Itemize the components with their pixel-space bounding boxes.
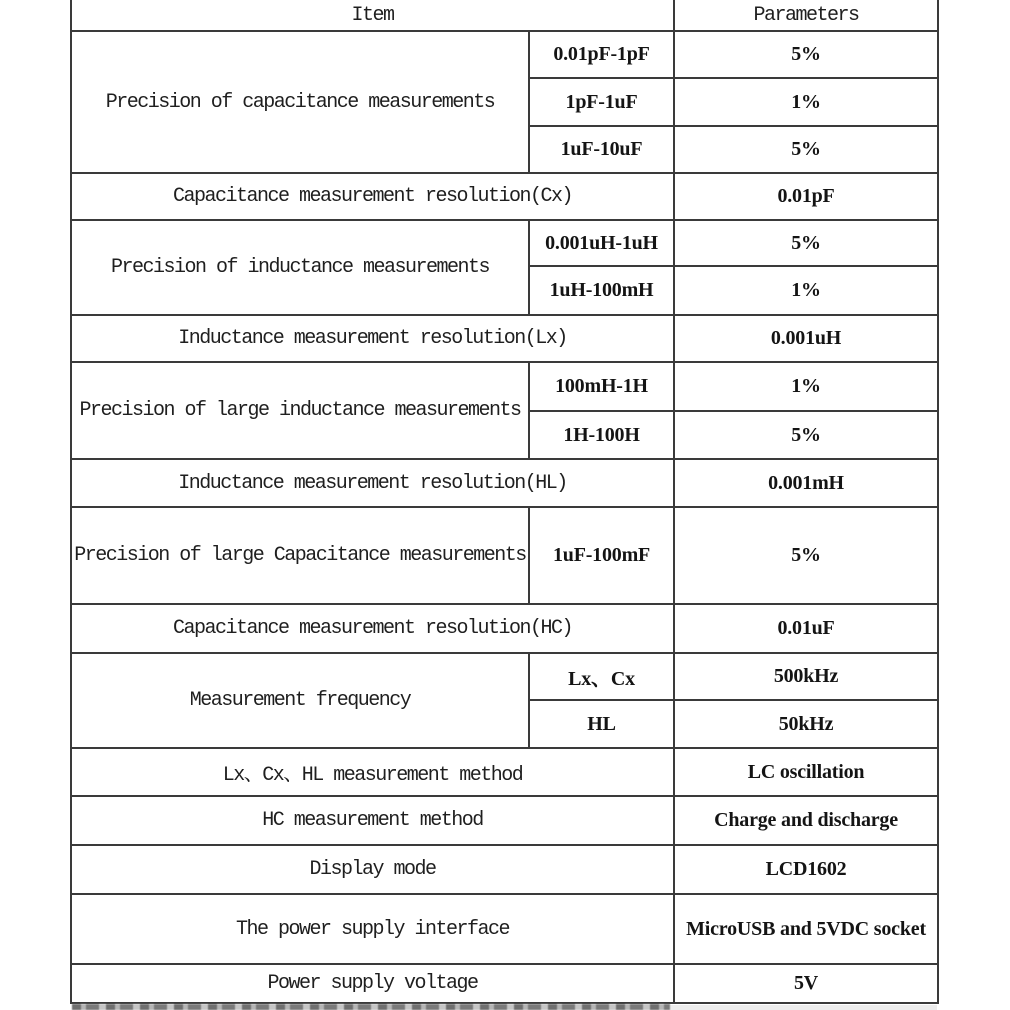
large-ind-precision-label: Precision of large inductance measurements	[71, 362, 529, 459]
cap-precision-param-1: 5%	[674, 31, 938, 78]
ind-precision-param-2: 1%	[674, 266, 938, 315]
table-row	[71, 796, 938, 845]
clipped-next-row-strip-light	[670, 1005, 937, 1010]
table-row	[71, 173, 938, 220]
table-row	[71, 653, 938, 700]
ind-resolution-lx-label: Inductance measurement resolution(Lx)	[71, 315, 674, 362]
large-cap-precision-range: 1uF-100mF	[529, 507, 674, 604]
display-mode-label: Display mode	[71, 845, 674, 894]
measurement-frequency-range-1: Lx、Cx	[529, 653, 674, 700]
method-lx-cx-hl-label: Lx、Cx、HL measurement method	[71, 748, 674, 796]
cap-resolution-cx-label: Capacitance measurement resolution(Cx)	[71, 173, 674, 220]
power-interface-label: The power supply interface	[71, 894, 674, 964]
table-row	[71, 315, 938, 362]
power-voltage-label: Power supply voltage	[71, 964, 674, 1003]
spec-table	[70, 0, 939, 1004]
table-row	[71, 845, 938, 894]
table-row	[71, 604, 938, 653]
table-row	[71, 31, 938, 78]
large-cap-precision-param: 5%	[674, 507, 938, 604]
method-lx-cx-hl-param: LC oscillation	[674, 748, 938, 796]
clipped-next-row-strip	[72, 1004, 670, 1010]
cap-precision-param-3: 5%	[674, 126, 938, 173]
measurement-frequency-label: Measurement frequency	[71, 653, 529, 748]
table-row	[71, 748, 938, 796]
cap-precision-range-2: 1pF-1uF	[529, 78, 674, 126]
cap-precision-range-1: 0.01pF-1pF	[529, 31, 674, 78]
ind-resolution-lx-param: 0.001uH	[674, 315, 938, 362]
large-ind-precision-param-2: 5%	[674, 411, 938, 459]
cap-resolution-hc-param: 0.01uF	[674, 604, 938, 653]
table-row	[71, 964, 938, 1003]
large-ind-precision-range-1: 100mH-1H	[529, 362, 674, 411]
large-cap-precision-label: Precision of large Capacitance measurements	[71, 507, 529, 604]
ind-resolution-hl-param: 0.001mH	[674, 459, 938, 507]
cap-resolution-cx-param: 0.01pF	[674, 173, 938, 220]
ind-precision-range-1: 0.001uH-1uH	[529, 220, 674, 266]
large-ind-precision-param-1: 1%	[674, 362, 938, 411]
cap-precision-range-3: 1uF-10uF	[529, 126, 674, 173]
ind-resolution-hl-label: Inductance measurement resolution(HL)	[71, 459, 674, 507]
ind-precision-label: Precision of inductance measurements	[71, 220, 529, 315]
cap-resolution-hc-label: Capacitance measurement resolution(HC)	[71, 604, 674, 653]
cap-precision-param-2: 1%	[674, 78, 938, 126]
table-row	[71, 459, 938, 507]
table-row	[71, 507, 938, 604]
display-mode-param: LCD1602	[674, 845, 938, 894]
measurement-frequency-range-2: HL	[529, 700, 674, 748]
method-hc-param: Charge and discharge	[674, 796, 938, 845]
table-row	[71, 220, 938, 266]
header-item: Item	[71, 0, 674, 31]
table-row	[71, 362, 938, 411]
ind-precision-range-2: 1uH-100mH	[529, 266, 674, 315]
power-voltage-param: 5V	[674, 964, 938, 1003]
table-row	[71, 894, 938, 964]
large-ind-precision-range-2: 1H-100H	[529, 411, 674, 459]
cap-precision-label: Precision of capacitance measurements	[71, 31, 529, 173]
measurement-frequency-param-2: 50kHz	[674, 700, 938, 748]
measurement-frequency-param-1: 500kHz	[674, 653, 938, 700]
table-header-row	[71, 0, 938, 31]
header-parameters: Parameters	[674, 0, 938, 31]
power-interface-param: MicroUSB and 5VDC socket	[674, 894, 938, 964]
ind-precision-param-1: 5%	[674, 220, 938, 266]
method-hc-label: HC measurement method	[71, 796, 674, 845]
